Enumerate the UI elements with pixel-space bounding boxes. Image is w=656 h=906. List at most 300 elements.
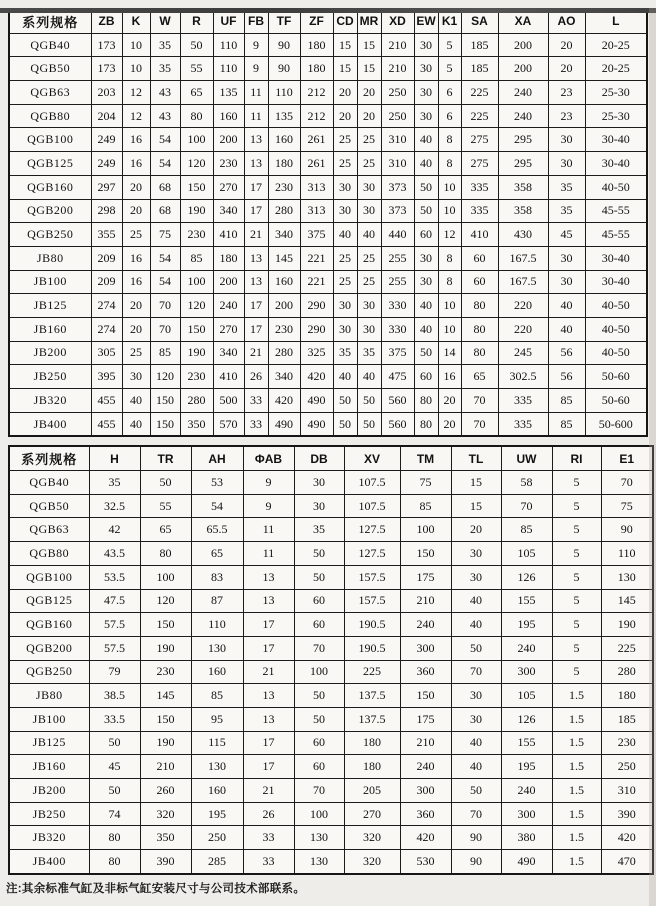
table-cell: 43.5 (89, 542, 140, 566)
table-cell: 40 (122, 412, 150, 436)
table-cell: 90 (268, 33, 300, 57)
table-cell: 1.5 (552, 707, 601, 731)
table-cell: 335 (498, 412, 548, 436)
table-cell: 60 (294, 755, 344, 779)
table-cell: 40 (357, 365, 381, 389)
table-cell: 20 (548, 57, 585, 81)
table-row (9, 175, 647, 199)
table-row (9, 731, 653, 755)
table-cell: 30 (357, 175, 381, 199)
table-cell: 100 (180, 128, 213, 152)
table-cell: 335 (461, 175, 498, 199)
table-cell: 220 (498, 317, 548, 341)
table-row (9, 684, 653, 708)
table-cell: 20 (357, 104, 381, 128)
table-cell: 195 (501, 613, 552, 637)
table-cell: 150 (150, 412, 180, 436)
table-cell: 300 (501, 660, 552, 684)
table-cell: 6 (438, 81, 461, 105)
table-cell: 25 (333, 270, 357, 294)
table-cell: 150 (400, 684, 451, 708)
row-label: JB400 (9, 412, 91, 436)
table-cell: 420 (300, 365, 333, 389)
column-header: ZF (300, 9, 333, 33)
table-cell: 95 (191, 707, 243, 731)
table-cell: 210 (400, 731, 451, 755)
table-cell: 45-55 (585, 223, 647, 247)
table-cell: 23 (548, 104, 585, 128)
table-cell: 195 (501, 755, 552, 779)
table-cell: 5 (438, 57, 461, 81)
table-cell: 50 (333, 389, 357, 413)
table-cell: 54 (150, 270, 180, 294)
table-cell: 130 (294, 850, 344, 874)
row-label: JB320 (9, 389, 91, 413)
table-cell: 1.5 (552, 850, 601, 874)
table-cell: 107.5 (344, 471, 400, 495)
table-cell: 325 (300, 341, 333, 365)
table-cell: 85 (180, 246, 213, 270)
table-cell: 313 (300, 199, 333, 223)
table-cell: 30 (122, 365, 150, 389)
table-cell: 13 (243, 684, 294, 708)
table-cell: 225 (601, 636, 653, 660)
table-cell: 54 (150, 246, 180, 270)
table-cell: 50 (294, 684, 344, 708)
column-header: E1 (601, 446, 653, 470)
table-row (9, 636, 653, 660)
table-cell: 126 (501, 707, 552, 731)
table-cell: 75 (400, 471, 451, 495)
table-cell: 13 (244, 128, 268, 152)
table-cell: 80 (180, 104, 213, 128)
table-cell: 56 (548, 365, 585, 389)
table-cell: 90 (451, 850, 501, 874)
row-label: QGB100 (9, 565, 89, 589)
table-cell: 16 (122, 270, 150, 294)
table-cell: 9 (244, 33, 268, 57)
table-cell: 330 (381, 317, 414, 341)
table-cell: 20 (122, 294, 150, 318)
column-header: MR (357, 9, 381, 33)
table-cell: 80 (461, 317, 498, 341)
table-cell: 20 (333, 81, 357, 105)
table-cell: 20 (438, 389, 461, 413)
table-cell: 230 (268, 317, 300, 341)
table-cell: 25 (122, 341, 150, 365)
table-cell: 50 (294, 565, 344, 589)
table-cell: 8 (438, 152, 461, 176)
table-cell: 358 (498, 199, 548, 223)
table-cell: 21 (244, 223, 268, 247)
table-cell: 1.5 (552, 779, 601, 803)
table-cell: 145 (268, 246, 300, 270)
table-cell: 395 (91, 365, 122, 389)
table-cell: 225 (344, 660, 400, 684)
table-row (9, 589, 653, 613)
table-row (9, 341, 647, 365)
row-label: JB125 (9, 294, 91, 318)
table-cell: 65 (191, 542, 243, 566)
table-cell: 21 (243, 779, 294, 803)
table-row (9, 246, 647, 270)
table-cell: 8 (438, 270, 461, 294)
table-cell: 10 (438, 175, 461, 199)
table-row (9, 707, 653, 731)
table-row (9, 802, 653, 826)
table-cell: 120 (140, 589, 191, 613)
table-cell: 17 (243, 755, 294, 779)
table-cell: 490 (300, 389, 333, 413)
table-cell: 340 (213, 341, 244, 365)
table-cell: 295 (498, 128, 548, 152)
table-cell: 40 (451, 589, 501, 613)
table-cell: 33 (243, 826, 294, 850)
table-cell: 167.5 (498, 246, 548, 270)
table-cell: 240 (400, 755, 451, 779)
table-cell: 50-60 (585, 389, 647, 413)
table-cell: 175 (400, 707, 451, 731)
row-label: JB250 (9, 365, 91, 389)
header-row (9, 446, 653, 470)
table-cell: 58 (501, 471, 552, 495)
table-cell: 85 (501, 518, 552, 542)
table-row (9, 223, 647, 247)
row-label: QGB200 (9, 636, 89, 660)
table-cell: 33.5 (89, 707, 140, 731)
table-cell: 20-25 (585, 57, 647, 81)
table-cell: 12 (438, 223, 461, 247)
table-cell: 150 (140, 707, 191, 731)
table-cell: 110 (601, 542, 653, 566)
table-cell: 35 (89, 471, 140, 495)
table-cell: 68 (150, 199, 180, 223)
table-cell: 32.5 (89, 494, 140, 518)
table-cell: 230 (140, 660, 191, 684)
table-cell: 313 (300, 175, 333, 199)
column-header: XD (381, 9, 414, 33)
table-cell: 79 (89, 660, 140, 684)
table-cell: 180 (213, 246, 244, 270)
table-cell: 500 (213, 389, 244, 413)
table-cell: 17 (244, 175, 268, 199)
series-column-header: 系列规格 (9, 9, 91, 33)
table-cell: 35 (357, 341, 381, 365)
table-row (9, 270, 647, 294)
table-cell: 126 (501, 565, 552, 589)
table-cell: 340 (268, 365, 300, 389)
row-label: QGB80 (9, 104, 91, 128)
table-cell: 270 (344, 802, 400, 826)
table-cell: 160 (268, 270, 300, 294)
row-label: JB250 (9, 802, 89, 826)
table-cell: 209 (91, 270, 122, 294)
table-cell: 440 (381, 223, 414, 247)
table-row (9, 471, 653, 495)
table-cell: 30 (548, 246, 585, 270)
table-cell: 155 (501, 589, 552, 613)
table-cell: 185 (601, 707, 653, 731)
table-cell: 310 (381, 128, 414, 152)
table-cell: 530 (400, 850, 451, 874)
table-cell: 298 (91, 199, 122, 223)
table-cell: 40 (548, 294, 585, 318)
table-cell: 30 (548, 270, 585, 294)
table-cell: 20 (438, 412, 461, 436)
table-cell: 50 (414, 175, 438, 199)
column-header: RI (552, 446, 601, 470)
table-cell: 145 (601, 589, 653, 613)
row-label: QGB50 (9, 57, 91, 81)
table-cell: 240 (501, 779, 552, 803)
table-cell: 85 (150, 341, 180, 365)
table-cell: 305 (91, 341, 122, 365)
table-cell: 8 (438, 246, 461, 270)
table-cell: 80 (140, 542, 191, 566)
table-cell: 275 (461, 128, 498, 152)
table-cell: 137.5 (344, 684, 400, 708)
table-cell: 85 (548, 389, 585, 413)
table-cell: 249 (91, 152, 122, 176)
table-cell: 190.5 (344, 636, 400, 660)
table-cell: 10 (122, 33, 150, 57)
table-cell: 13 (243, 565, 294, 589)
table-cell: 180 (344, 755, 400, 779)
table-cell: 249 (91, 128, 122, 152)
table-cell: 280 (601, 660, 653, 684)
table-cell: 280 (180, 389, 213, 413)
table-cell: 20-25 (585, 33, 647, 57)
table-cell: 53 (191, 471, 243, 495)
table-cell: 190 (601, 613, 653, 637)
table-cell: 290 (300, 294, 333, 318)
table-cell: 190 (140, 731, 191, 755)
table-cell: 20 (548, 33, 585, 57)
table-cell: 30 (414, 81, 438, 105)
table-cell: 302.5 (498, 365, 548, 389)
column-header: H (89, 446, 140, 470)
table-cell: 360 (400, 660, 451, 684)
table-cell: 120 (180, 152, 213, 176)
table-cell: 45-55 (585, 199, 647, 223)
table-cell: 43 (150, 104, 180, 128)
table-cell: 167.5 (498, 270, 548, 294)
column-header: TL (451, 446, 501, 470)
table-cell: 230 (180, 365, 213, 389)
table-cell: 10 (438, 199, 461, 223)
table-cell: 40 (122, 389, 150, 413)
table-cell: 390 (601, 802, 653, 826)
table-cell: 40-50 (585, 175, 647, 199)
table-cell: 20 (122, 199, 150, 223)
table-cell: 130 (191, 636, 243, 660)
table-cell: 330 (381, 294, 414, 318)
table-cell: 560 (381, 412, 414, 436)
table-cell: 5 (552, 613, 601, 637)
table-row (9, 33, 647, 57)
table-row (9, 389, 647, 413)
table-cell: 15 (451, 471, 501, 495)
table-cell: 70 (461, 389, 498, 413)
table-cell: 250 (381, 104, 414, 128)
table-cell: 260 (140, 779, 191, 803)
table-cell: 25 (122, 223, 150, 247)
table-cell: 21 (244, 341, 268, 365)
table-cell: 212 (300, 81, 333, 105)
table-cell: 110 (268, 81, 300, 105)
footnote: 注:其余标准气缸及非标气缸安装尺寸与公司技术部联系。 (6, 882, 306, 895)
table-cell: 295 (498, 152, 548, 176)
table-cell: 35 (150, 33, 180, 57)
table-cell: 26 (243, 802, 294, 826)
table-row (9, 542, 653, 566)
table-cell: 40-50 (585, 294, 647, 318)
table-cell: 30 (451, 684, 501, 708)
table-cell: 9 (243, 494, 294, 518)
table-cell: 54 (191, 494, 243, 518)
column-header: DB (294, 446, 344, 470)
row-label: JB80 (9, 246, 91, 270)
table-cell: 40 (451, 613, 501, 637)
table-cell: 373 (381, 175, 414, 199)
table-cell: 240 (501, 636, 552, 660)
table-cell: 1.5 (552, 755, 601, 779)
table-cell: 220 (498, 294, 548, 318)
table-cell: 13 (243, 707, 294, 731)
table-cell: 10 (438, 317, 461, 341)
table-cell: 300 (400, 779, 451, 803)
table-cell: 190 (180, 341, 213, 365)
row-label: QGB160 (9, 613, 89, 637)
table-cell: 70 (451, 660, 501, 684)
table-row (9, 779, 653, 803)
table-cell: 230 (213, 152, 244, 176)
table-cell: 110 (213, 57, 244, 81)
table-cell: 30 (414, 33, 438, 57)
table-cell: 21 (243, 660, 294, 684)
table-cell: 190 (180, 199, 213, 223)
table-cell: 240 (498, 81, 548, 105)
table-cell: 11 (244, 81, 268, 105)
table-row (9, 365, 647, 389)
table-cell: 50-600 (585, 412, 647, 436)
scan-edge-artifact (0, 8, 656, 13)
table-cell: 70 (294, 636, 344, 660)
table-cell: 42 (89, 518, 140, 542)
table-cell: 16 (438, 365, 461, 389)
table-cell: 17 (243, 613, 294, 637)
table-cell: 16 (122, 128, 150, 152)
table-row (9, 152, 647, 176)
table-cell: 5 (552, 565, 601, 589)
table-cell: 30 (451, 542, 501, 566)
table-cell: 30 (333, 199, 357, 223)
table-cell: 25 (333, 246, 357, 270)
table-cell: 157.5 (344, 565, 400, 589)
table-cell: 60 (414, 365, 438, 389)
column-header: UF (213, 9, 244, 33)
row-label: QGB50 (9, 494, 89, 518)
row-label: JB200 (9, 341, 91, 365)
table-cell: 74 (89, 802, 140, 826)
table-cell: 340 (268, 223, 300, 247)
table-cell: 180 (300, 33, 333, 57)
table-cell: 13 (244, 246, 268, 270)
table-cell: 195 (191, 802, 243, 826)
table-cell: 33 (244, 412, 268, 436)
table-cell: 285 (191, 850, 243, 874)
table-cell: 240 (213, 294, 244, 318)
table-cell: 30 (548, 128, 585, 152)
table-cell: 420 (268, 389, 300, 413)
table-cell: 250 (191, 826, 243, 850)
table-cell: 70 (461, 412, 498, 436)
table-cell: 204 (91, 104, 122, 128)
table-cell: 115 (191, 731, 243, 755)
table-cell: 80 (89, 850, 140, 874)
row-label: JB160 (9, 755, 89, 779)
table-cell: 60 (461, 246, 498, 270)
table-cell: 70 (501, 494, 552, 518)
table-cell: 127.5 (344, 542, 400, 566)
table-cell: 210 (140, 755, 191, 779)
row-label: QGB100 (9, 128, 91, 152)
table-cell: 30 (357, 294, 381, 318)
table-cell: 80 (461, 341, 498, 365)
table-cell: 300 (501, 802, 552, 826)
table-cell: 55 (140, 494, 191, 518)
table-cell: 50 (89, 731, 140, 755)
table-cell: 50 (414, 341, 438, 365)
column-header: W (150, 9, 180, 33)
table-cell: 245 (498, 341, 548, 365)
table-cell: 45 (548, 223, 585, 247)
table-cell: 25 (333, 128, 357, 152)
table-cell: 5 (438, 33, 461, 57)
table-cell: 75 (150, 223, 180, 247)
table-cell: 17 (244, 199, 268, 223)
table-cell: 15 (357, 33, 381, 57)
table-cell: 203 (91, 81, 122, 105)
row-label: JB125 (9, 731, 89, 755)
column-header: UW (501, 446, 552, 470)
table-cell: 35 (150, 57, 180, 81)
table-cell: 297 (91, 175, 122, 199)
table-cell: 11 (243, 542, 294, 566)
column-header: ZB (91, 9, 122, 33)
mounting-dimension-table-2 (8, 445, 654, 874)
table-cell: 9 (243, 471, 294, 495)
table-cell: 43 (150, 81, 180, 105)
table-cell: 1.5 (552, 826, 601, 850)
table-cell: 11 (244, 104, 268, 128)
table-cell: 60 (461, 270, 498, 294)
row-label: JB100 (9, 707, 89, 731)
table-cell: 80 (414, 412, 438, 436)
table-cell: 160 (191, 779, 243, 803)
row-label: JB100 (9, 270, 91, 294)
table-cell: 5 (552, 494, 601, 518)
table-cell: 57.5 (89, 613, 140, 637)
table-cell: 25 (357, 270, 381, 294)
table-cell: 30 (357, 199, 381, 223)
table-cell: 475 (381, 365, 414, 389)
table-cell: 155 (501, 731, 552, 755)
table-cell: 13 (243, 589, 294, 613)
table-cell: 127.5 (344, 518, 400, 542)
row-label: QGB40 (9, 471, 89, 495)
table-cell: 40 (548, 317, 585, 341)
